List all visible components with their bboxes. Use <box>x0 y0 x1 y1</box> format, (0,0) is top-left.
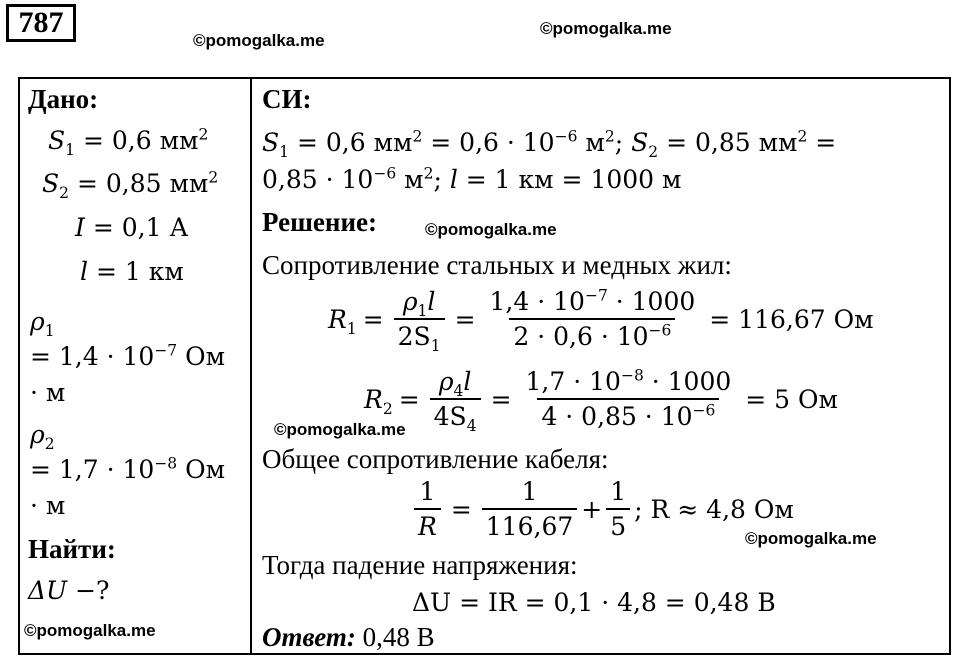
fraction-1-over-116: $\frac{1}{116,67}$ <box>482 477 577 541</box>
answer-value: 0,48 В <box>355 622 435 652</box>
find-target: ΔU −? <box>28 576 110 605</box>
answer-label: Ответ: <box>262 622 356 652</box>
fraction-r2-symbolic: $\frac{\rho_4l}{4S_4}$ <box>430 367 481 431</box>
watermark-solution: ©pomogalka.me <box>425 220 557 239</box>
fraction-r2-numeric: $\frac{1,7 \cdot 10^{-8} \cdot 1000}{4 \cdot 0,85 \cdot 10^{-6}}$ <box>525 366 732 431</box>
fraction-r1-numeric: $\frac{1,4 \cdot 10^{-7} \cdot 1000}{2 \cdot 0,6 \cdot 10^{-6}}$ <box>489 286 696 351</box>
watermark-top-left: ©pomogalka.me <box>193 31 325 50</box>
given-rho1-value: = $1,4 \cdot 10^{-7}$ Ом <box>30 341 226 371</box>
fraction-r1-symbolic: $\frac{\rho_1l}{2S_1}$ <box>394 287 445 351</box>
given-rho1-symbol: $\rho_1$ <box>30 307 55 340</box>
si-heading: СИ: <box>262 84 312 114</box>
solution-text-resistances: Сопротивление стальных и медных жил: <box>262 250 732 280</box>
formula-r1: $R_1$ = $\frac{\rho_1l}{2S_1}$ = $\frac{1,4 \cdot 10^{-7} \cdot 1000}{2 \cdot 0,6 \cdot 10^{-6}}$ = 116,67 Ом <box>328 286 874 355</box>
solution-text-voltage: Тогда падение напряжения: <box>262 550 578 580</box>
given-rho2-symbol: $\rho_2$ <box>30 420 55 453</box>
find-heading: Найти: <box>28 534 116 564</box>
watermark-bottom-left: ©pomogalka.me <box>24 621 156 640</box>
given-s2: $S_2 = 0,85$ $мм^2$ <box>42 168 219 202</box>
fraction-1-over-r: $\frac{1}{R}$ <box>414 477 441 541</box>
watermark-middle: ©pomogalka.me <box>274 420 406 439</box>
problem-number: 787 <box>6 4 76 42</box>
si-line-1: $S_1 = 0,6$ $мм^2 = 0,6 \cdot 10^{-6}$ $м^2$; $S_2 = 0,85$ $мм^2$ = <box>262 127 837 161</box>
given-rho2-unit: · м <box>30 491 66 520</box>
formula-r2: $R_2$ = $\frac{\rho_4l}{4S_4}$ = $\frac{1,7 \cdot 10^{-8} \cdot 1000}{4 \cdot 0,85 \cdot 10^{-6}}$ = 5 Ом <box>364 366 838 435</box>
formula-total-resistance: $\frac{1}{R}$ = $\frac{1}{116,67}$ + $\frac{1}{5}$ ; R ≈ 4,8 Ом <box>410 477 794 541</box>
si-line-2: $0,85 \cdot 10^{-6}$ $м^2$; l = 1 км = 1000 м <box>262 164 682 194</box>
given-rho2-value: = $1,7 \cdot 10^{-8}$ Ом <box>30 454 226 484</box>
given-s1: $S_1 = 0,6$ $мм^2$ <box>48 125 209 159</box>
watermark-right: ©pomogalka.me <box>745 529 877 548</box>
column-divider <box>250 77 252 655</box>
fraction-1-over-5: $\frac{1}{5}$ <box>606 477 630 541</box>
formula-voltage: ΔU = IR = 0,1 · 4,8 = 0,48 В <box>412 588 776 617</box>
given-rho1-unit: · м <box>30 378 66 407</box>
given-current: I = 0,1 А <box>75 213 189 242</box>
watermark-top-right: ©pomogalka.me <box>540 19 672 38</box>
given-length: l = 1 км <box>80 257 184 286</box>
given-heading: Дано: <box>28 84 99 114</box>
solution-heading: Решение: <box>262 207 377 237</box>
solution-text-total: Общее сопротивление кабеля: <box>262 444 609 474</box>
answer <box>262 622 435 653</box>
